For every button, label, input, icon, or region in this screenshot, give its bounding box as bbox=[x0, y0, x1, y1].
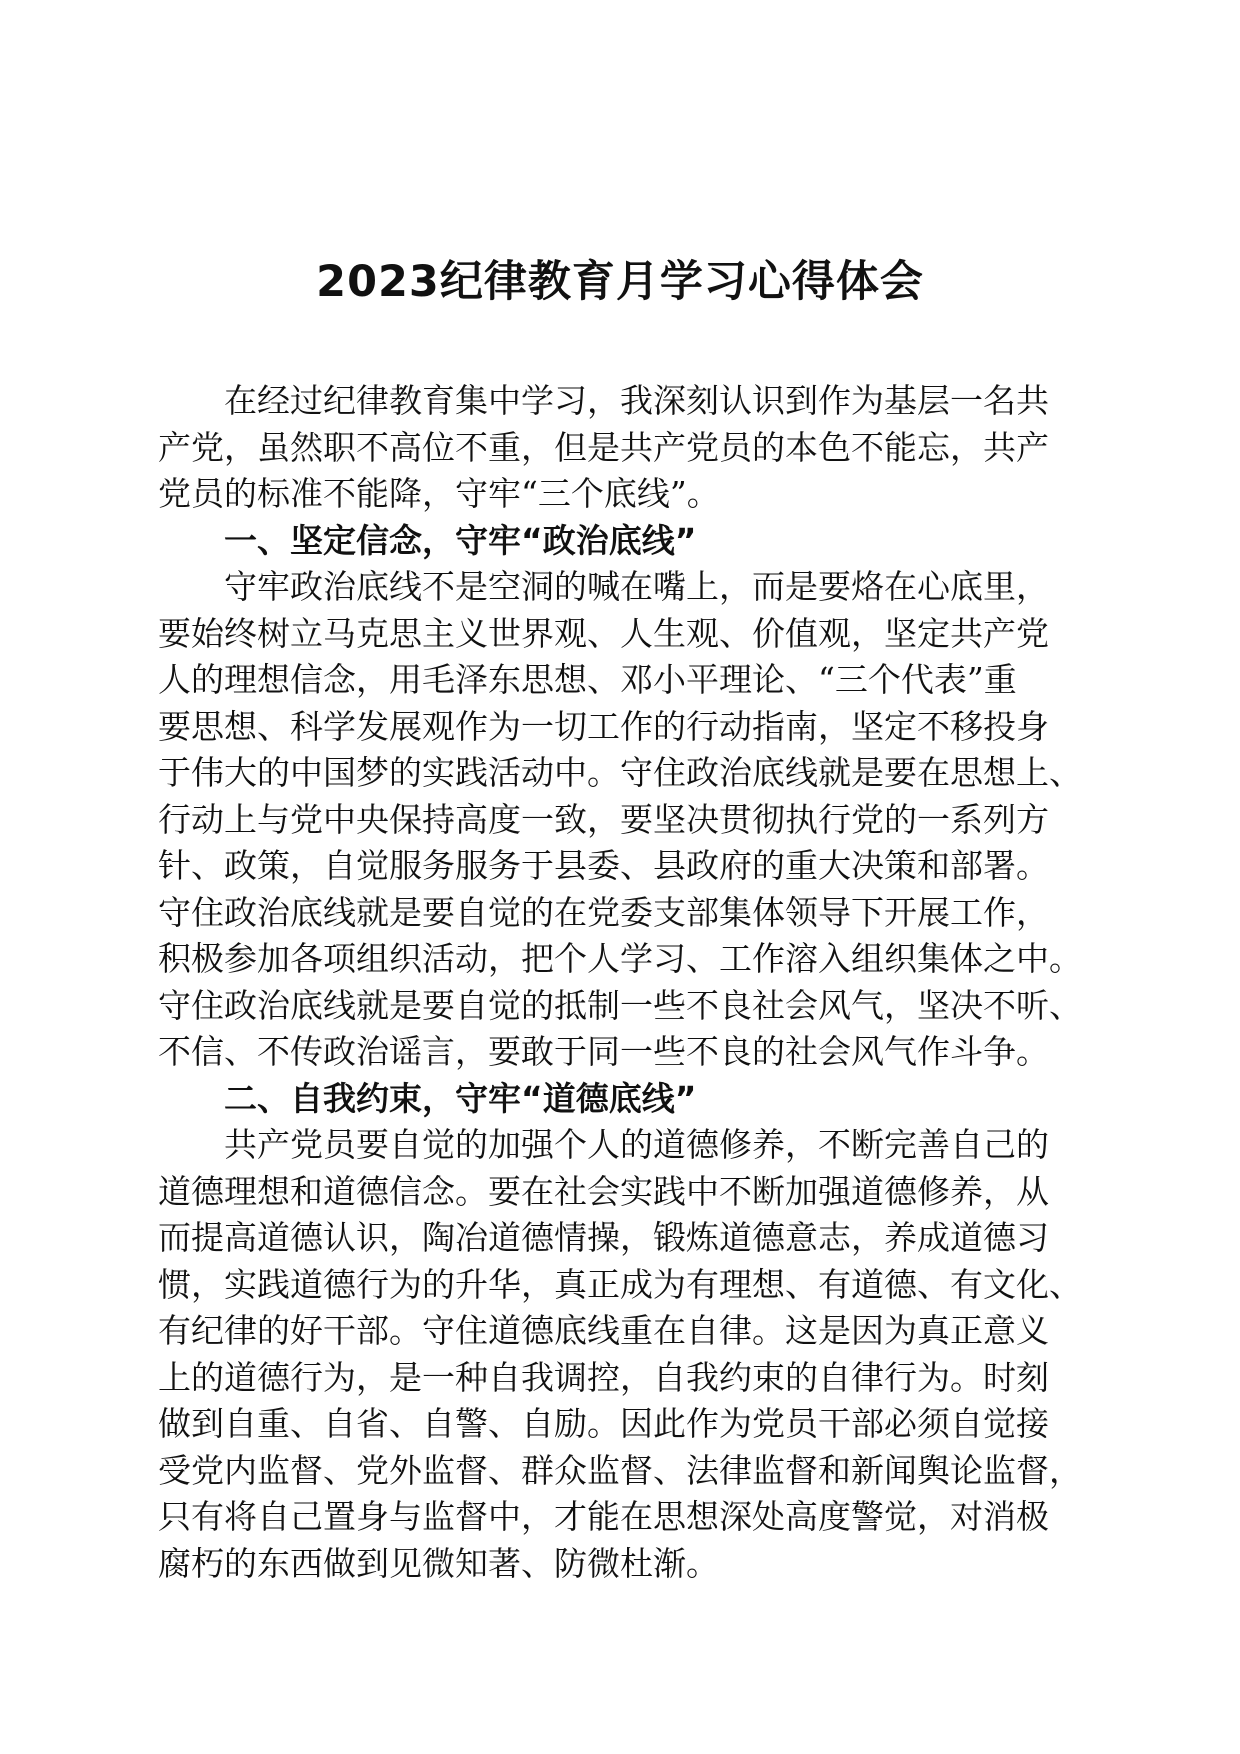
document-body bbox=[158, 378, 1098, 1587]
text-line: 上的道德行为，是一种自我调控，自我约束的自律行为。时刻 bbox=[158, 1357, 1049, 1397]
text-line: 行动上与党中央保持高度一致，要坚决贯彻执行党的一系列方 bbox=[158, 799, 1049, 839]
text-line: 守牢政治底线不是空洞的喊在嘴上，而是要烙在心底里， bbox=[224, 567, 1049, 606]
section-heading-political: 一、坚定信念，守牢“政治底线” bbox=[224, 520, 697, 560]
text-line: 共产党员要自觉的加强个人的道德修养，不断完善自己的 bbox=[224, 1125, 1049, 1164]
text-line: 受党内监督、党外监督、群众监督、法律监督和新闻舆论监督， bbox=[158, 1450, 1082, 1490]
section-paragraph-political bbox=[158, 564, 1098, 1076]
document-title: 2023纪律教育月学习心得体会 bbox=[316, 257, 924, 307]
text-line: 针、政策，自觉服务服务于县委、县政府的重大决策和部署。 bbox=[158, 846, 1049, 885]
text-line: 守住政治底线就是要自觉的抵制一些不良社会风气，坚决不听、 bbox=[158, 985, 1082, 1025]
text-line: 有纪律的好干部。守住道德底线重在自律。这是因为真正意义 bbox=[158, 1311, 1049, 1350]
text-line: 惯，实践道德行为的升华，真正成为有理想、有道德、有文化、 bbox=[158, 1264, 1082, 1304]
text-line: 人的理想信念，用毛泽东思想、邓小平理论、“三个代表”重 bbox=[158, 660, 1017, 699]
text-line: 党员的标准不能降，守牢“三个底线”。 bbox=[158, 474, 720, 513]
text-line: 只有将自己置身与监督中，才能在思想深处高度警觉，对消极 bbox=[158, 1497, 1049, 1536]
text-line: 产党，虽然职不高位不重，但是共产党员的本色不能忘，共产 bbox=[158, 427, 1049, 467]
text-line: 要思想、科学发展观作为一切工作的行动指南，坚定不移投身 bbox=[158, 706, 1049, 746]
text-line: 在经过纪律教育集中学习，我深刻认识到作为基层一名共 bbox=[224, 381, 1049, 420]
text-line: 而提高道德认识，陶冶道德情操，锻炼道德意志，养成道德习 bbox=[158, 1218, 1049, 1257]
section-heading-moral: 二、自我约束，守牢“道德底线” bbox=[224, 1078, 697, 1118]
intro-paragraph bbox=[158, 378, 1098, 518]
section-paragraph-moral bbox=[158, 1122, 1098, 1587]
text-line: 守住政治底线就是要自觉的在党委支部集体领导下开展工作， bbox=[158, 892, 1049, 932]
text-line: 腐朽的东西做到见微知著、防微杜渐。 bbox=[158, 1543, 719, 1583]
text-line: 于伟大的中国梦的实践活动中。守住政治底线就是要在思想上、 bbox=[158, 753, 1082, 792]
text-line: 不信、不传政治谣言，要敢于同一些不良的社会风气作斗争。 bbox=[158, 1032, 1049, 1071]
text-line: 道德理想和道德信念。要在社会实践中不断加强道德修养，从 bbox=[158, 1171, 1049, 1211]
text-line: 做到自重、自省、自警、自励。因此作为党员干部必须自觉接 bbox=[158, 1404, 1049, 1443]
text-line: 要始终树立马克思主义世界观、人生观、价值观，坚定共产党 bbox=[158, 613, 1049, 653]
text-line: 积极参加各项组织活动，把个人学习、工作溶入组织集体之中。 bbox=[158, 939, 1082, 978]
